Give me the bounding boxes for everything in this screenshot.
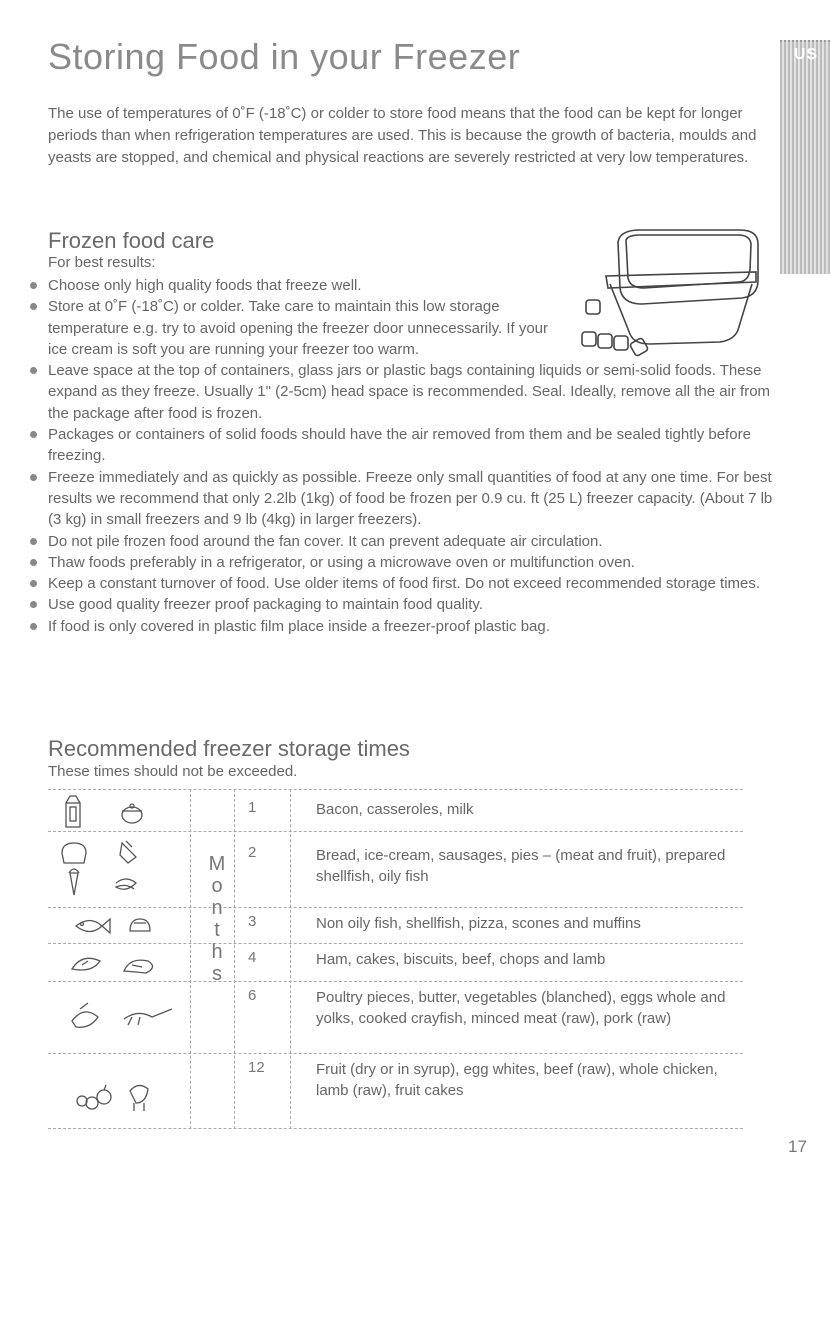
muffin-icon — [130, 919, 150, 931]
table-row: Poultry pieces, butter, vegetables (blanched), eggs whole and yolks, cooked crayfish, minced meat (raw), pork (raw) — [316, 989, 726, 1027]
list-item: Freeze immediately and as quickly as possible. Freeze only small quantities of food at any one time. For best results we recommend that only 2.2lb (1kg) of food be frozen per 0.9 cu. ft (25 L) freezer capacity. (About 7 lb (3 kg) in small freezers and 9 lb (4kg) in larger freezers). — [30, 467, 775, 531]
storage-times-heading: Recommended freezer storage times — [48, 736, 410, 761]
bullet-icon — [30, 367, 37, 374]
care-intro: For best results: — [48, 254, 156, 271]
months-value: 4 — [248, 949, 257, 966]
page-number: 17 — [788, 1137, 807, 1156]
storage-times-intro: These times should not be exceeded. — [48, 763, 298, 780]
list-item: Do not pile frozen food around the fan cover. It can prevent adequate air circulation. — [30, 531, 775, 552]
table-divider — [48, 1053, 743, 1054]
bullet-icon — [30, 601, 37, 608]
list-item: Keep a constant turnover of food. Use older items of food first. Do not exceed recommended storage times. — [30, 573, 775, 594]
language-tab — [780, 40, 830, 274]
table-divider — [48, 789, 743, 790]
table-row: Bacon, casseroles, milk — [316, 801, 474, 818]
crayfish-icon — [124, 1009, 172, 1025]
months-value: 3 — [248, 913, 257, 930]
bullet-icon — [30, 580, 37, 587]
list-item: Packages or containers of solid foods should have the air removed from them and be sealed tightly before freezing. — [30, 424, 775, 467]
list-item: Thaw foods preferably in a refrigerator, or using a microwave oven or multifunction oven. — [30, 552, 775, 573]
milk-carton-icon — [60, 793, 180, 829]
page-title: Storing Food in your Freezer — [48, 36, 521, 77]
table-row: Bread, ice-cream, sausages, pies – (meat and fruit), prepared shellfish, oily fish — [316, 847, 726, 885]
frozen-food-care-heading: Frozen food care — [48, 228, 215, 253]
bullet-icon — [30, 623, 37, 630]
bullet-icon — [30, 538, 37, 545]
bullet-icon — [30, 431, 37, 438]
fruit-icon — [62, 1063, 192, 1123]
table-divider — [290, 789, 291, 1129]
bread-icon — [56, 835, 176, 905]
months-value: 6 — [248, 987, 257, 1004]
bullet-icon — [30, 303, 37, 310]
months-value: 1 — [248, 799, 257, 816]
chops-icon — [124, 960, 153, 973]
list-item: Choose only high quality foods that freeze well. — [30, 275, 775, 296]
list-item: Store at 0˚F (-18˚C) or colder. Take care to maintain this low storage temperature e.g. try to avoid opening the freezer door unnecessarily. If your ice cream is soft you are running your freezer too warm. — [30, 296, 568, 360]
lamb-icon — [130, 1085, 148, 1111]
list-item: If food is only covered in plastic film place inside a freezer-proof plastic bag. — [30, 616, 775, 637]
bullet-icon — [30, 559, 37, 566]
months-value: 2 — [248, 844, 257, 861]
bullet-icon — [30, 282, 37, 289]
bullet-icon — [30, 474, 37, 481]
language-tab-label: US — [793, 46, 819, 63]
pie-icon — [120, 841, 136, 863]
list-item: Leave space at the top of containers, glass jars or plastic bags containing liquids or semi-solid foods. These expand as they freeze. Usually 1" (2-5cm) head space is recommended. Seal. Ideally, remove all the air from the package after food is frozen. — [30, 360, 775, 424]
table-divider — [234, 789, 235, 1129]
fish-icon — [68, 911, 188, 941]
storage-times-table — [48, 789, 743, 1329]
table-divider — [48, 943, 743, 944]
months-value: 12 — [248, 1059, 265, 1076]
table-row: Fruit (dry or in syrup), egg whites, beef (raw), whole chicken, lamb (raw), fruit cakes — [316, 1061, 718, 1099]
table-divider — [48, 831, 743, 832]
table-divider — [48, 981, 743, 982]
table-divider — [48, 907, 743, 908]
freezer-containers-icon — [570, 222, 770, 372]
casserole-pot-icon — [122, 804, 142, 823]
poultry-icon — [62, 987, 192, 1047]
ham-icon — [62, 947, 192, 979]
table-row: Ham, cakes, biscuits, beef, chops and lamb — [316, 951, 606, 968]
ice-cream-icon — [69, 869, 79, 895]
table-row: Non oily fish, shellfish, pizza, scones and muffins — [316, 915, 641, 932]
sausage-icon — [116, 879, 136, 889]
list-item: Use good quality freezer proof packaging to maintain food quality. — [30, 594, 775, 615]
table-divider — [48, 1128, 743, 1129]
months-label: M o n t h s — [208, 853, 226, 985]
intro-paragraph: The use of temperatures of 0˚F (-18˚C) or colder to store food means that the food can be kept for longer periods than when refrigeration temperatures are used. This is because the growth of bacteria, moulds and yeasts are stopped, and chemical and physical reactions are severely restricted at very low temperatures. — [48, 105, 757, 166]
